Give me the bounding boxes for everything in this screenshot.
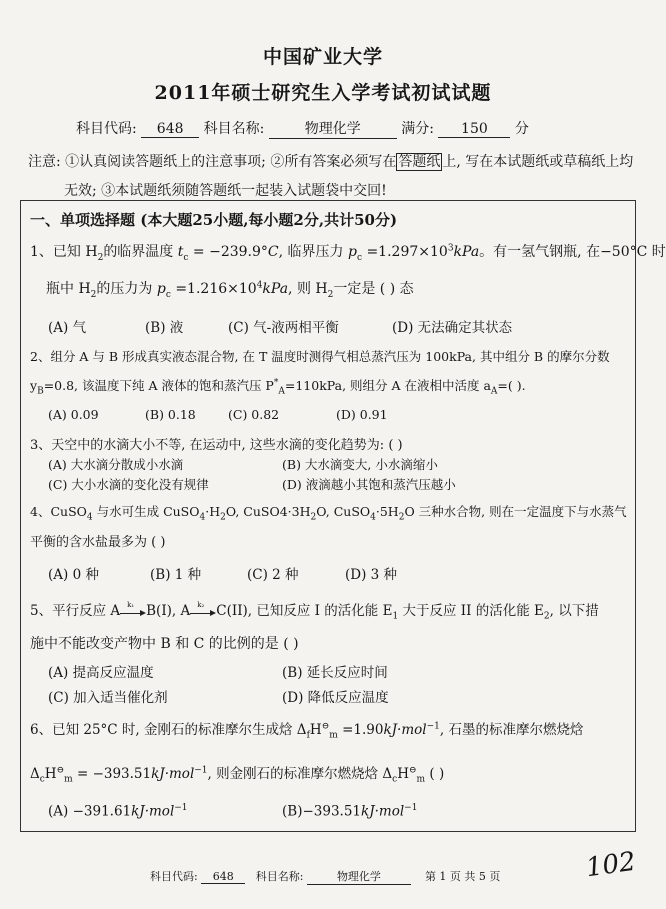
q5-option-c: (C) 加入适当催化剂 <box>48 690 168 706</box>
q4-option-b: (B) 1 种 <box>150 567 202 583</box>
q3-line-1: 3、天空中的水滴大小不等, 在运动中, 这些水滴的变化趋势为: ( ) <box>30 438 403 453</box>
q2-line-2: $y_B=0.8$, 该温度下纯 A 液体的饱和蒸汽压 $P^*_A=110kPa$, 则组分 A 在液相中活度 $a_A=$( ). <box>30 377 526 397</box>
q2-option-b: (B) 0.18 <box>145 407 196 422</box>
q3-option-c: (C) 大小水滴的变化没有规律 <box>48 477 209 492</box>
q1-option-b: (B) 液 <box>145 320 184 336</box>
q3-option-b: (B) 大水滴变大, 小水滴缩小 <box>282 457 438 472</box>
q1-option-a: (A) 气 <box>48 320 87 336</box>
notice-line-1: 注意: ①认真阅读答题纸上的注意事项; ②所有答案必须写在 答题纸 上, 写在本试题纸或草稿纸上均 <box>28 154 634 170</box>
score-label: 满分: <box>401 121 434 137</box>
subject-code: 648 <box>141 121 199 138</box>
exam-title: 2011年硕士研究生入学考试初试试题 <box>154 82 492 104</box>
q5-option-b: (B) 延长反应时间 <box>282 665 388 681</box>
q4-line-2: 平衡的含水盐最多为 ( ) <box>30 535 166 550</box>
q1-option-d: (D) 无法确定其状态 <box>392 320 513 336</box>
q4-option-d: (D) 3 种 <box>345 567 398 583</box>
name-label: 科目名称: <box>203 121 265 137</box>
q3-option-d: (D) 液滴越小其饱和蒸汽压越小 <box>282 477 456 492</box>
q6-line-1: 6、已知 25°C 时, 金刚石的标准摩尔生成焓 $\Delta_fH^⊖_m =1.90kJ\cdot mol^{-1}$, 石墨的标准摩尔燃烧焓 <box>30 721 584 741</box>
handwritten-number: 102 <box>584 846 638 884</box>
university-title: 中国矿业大学 <box>262 46 383 68</box>
arrow-k1-icon: k₁ <box>120 607 146 617</box>
full-score: 150 <box>438 121 510 138</box>
subject-meta <box>76 118 529 139</box>
q6-option-b: (B)−393.51kJ·mol$^{-1}$ <box>282 803 418 820</box>
q2-option-d: (D) 0.91 <box>336 407 388 422</box>
q4-option-c: (C) 2 种 <box>247 567 299 583</box>
q2-line-1: 2、组分 A 与 B 形成真实液态混合物, 在 T 温度时测得气相总蒸汽压为 100kPa, 其中组分 B 的摩尔分数 <box>30 349 610 364</box>
page-number: 第 1 页 共 5 页 <box>424 870 501 883</box>
section-title: 一、单项选择题 (本大题25小题,每小题2分,共计50分) <box>30 211 398 229</box>
subject-name: 物理化学 <box>269 118 397 139</box>
page-footer: 科目代码: 648 科目名称: 物理化学 第 1 页 共 5 页 <box>150 870 501 883</box>
answer-sheet-box: 答题纸 <box>398 154 441 170</box>
q5-line-2: 施中不能改变产物中 B 和 C 的比例的是 ( ) <box>30 636 299 652</box>
q2-option-a: (A) 0.09 <box>48 407 99 422</box>
q1-option-c: (C) 气-液两相平衡 <box>228 320 339 336</box>
footer-code: 648 <box>201 870 245 884</box>
code-label: 科目代码: <box>76 121 137 137</box>
q5-option-d: (D) 降低反应温度 <box>282 690 389 706</box>
q4-line-1: 4、CuSO$_4$ 与水可生成 $CuSO_4\cdot H_2O$, $CuSO4\cdot 3H_2O$, $CuSO_4\cdot 5H_2O$ 三种水合物, 则在一定温度下与水蒸气 <box>30 504 627 523</box>
q6-line-2: $\Delta_cH^⊖_m = -393.51kJ\cdot mol^{-1}$, 则金刚石的标准摩尔燃烧焓 $\Delta_cH^⊖_m$ ( ) <box>30 765 445 785</box>
q3-option-a: (A) 大水滴分散成小水滴 <box>48 457 184 472</box>
footer-name: 物理化学 <box>307 868 411 885</box>
q1-line-1: 1、已知 $H_2$的临界温度 $t_c = -239.9^\circ C$, 临界压力 $p_c =1.297\times 10^3kPa$。有一氢气钢瓶, 在−50°C 时 <box>30 243 666 263</box>
arrow-k2-icon: k₂ <box>190 607 216 617</box>
q1-line-2: 瓶中 $H_2$的压力为 $p_c =1.216\times 10^4kPa$, 则 $H_2$一定是 ( ) 态 <box>46 280 414 300</box>
q2-option-c: (C) 0.82 <box>228 407 280 422</box>
q5-option-a: (A) 提高反应温度 <box>48 665 154 681</box>
score-unit: 分 <box>514 121 529 137</box>
notice-line-2: 无效; ③本试题纸须随答题纸一起装入试题袋中交回! <box>64 183 387 199</box>
q6-option-a: (A) −391.61kJ·mol$^{-1}$ <box>48 803 188 820</box>
q4-option-a: (A) 0 种 <box>48 567 99 583</box>
q5-line-1: 5、平行反应 A k₁ B(I), A k₂ C(II), 已知反应 I 的活化能 $E_1$ 大于反应 II 的活化能 $E_2$, 以下措 <box>30 600 599 622</box>
